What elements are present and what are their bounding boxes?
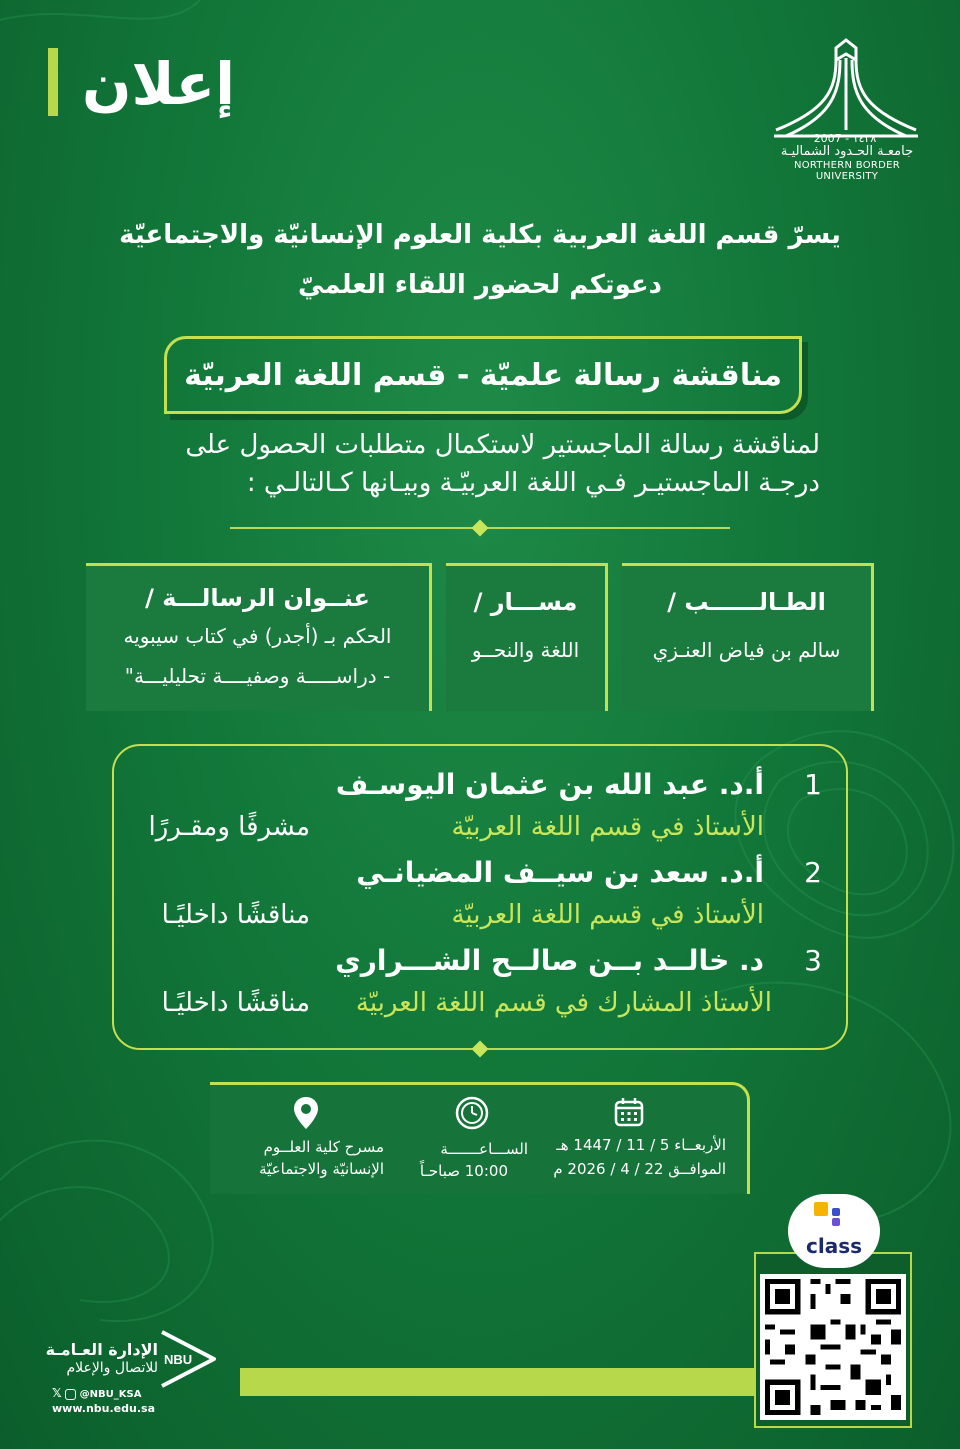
date-hijri: الأربعــاء 5 / 11 / 1447 هـ <box>556 1136 726 1154</box>
instagram-icon[interactable] <box>65 1389 76 1400</box>
admin-name-line-1: الإدارة العـامـة <box>45 1340 158 1359</box>
logo-year: 2007 - ١٤٢٨ <box>813 132 877 145</box>
thesis-heading: عنــوان الرسالـــة / <box>145 584 370 612</box>
member-3-name: د. خالــد بــن صالــح الشـــراري <box>335 944 764 977</box>
time-label: الســـاعـــــــة <box>440 1140 528 1158</box>
x-icon[interactable]: 𝕏 <box>52 1386 62 1400</box>
thesis-title-line-1: الحكم بـ (أجدر) في كتاب سيبويه <box>123 624 392 648</box>
intro-line-2: دعوتكم لحضور اللقاء العلميّ <box>298 270 662 300</box>
qr-code[interactable] <box>760 1274 906 1420</box>
member-1-title: الأستاذ في قسم اللغة العربيّة <box>451 812 764 842</box>
location-pin-icon <box>292 1095 320 1131</box>
member-1-number: 1 <box>804 768 822 801</box>
clock-icon <box>454 1095 490 1131</box>
thesis-title-line-2: - دراســـــة وصفيــــة تحليليـــة" <box>124 664 391 688</box>
divider-diamond <box>472 520 489 537</box>
nbu-mark-text: NBU <box>164 1352 193 1367</box>
footer-accent-strip <box>240 1368 754 1396</box>
member-1-name: أ.د. عبد الله بن عثمان اليوسـف <box>335 768 764 801</box>
date-gregorian: الموافــق 22 / 4 / 2026 م <box>553 1160 726 1178</box>
nbu-logo-mark <box>156 1326 222 1392</box>
place-line-1: مسرح كلية العلــوم <box>263 1138 384 1156</box>
place-line-2: الإنسانيّة والاجتماعيّة <box>259 1160 384 1178</box>
intro-line-1: يسرّ قسم اللغة العربية بكلية العلوم الإنسانيّة والاجتماعيّة <box>119 220 841 250</box>
title-accent-bar <box>48 48 58 116</box>
calendar-icon <box>612 1095 646 1129</box>
event-details <box>210 1082 750 1194</box>
member-2-title: الأستاذ في قسم اللغة العربيّة <box>451 900 764 930</box>
member-1-role: مشرفًا ومقـررًا <box>148 812 310 842</box>
member-3-title: الأستاذ المشارك في قسم اللغة العربيّة <box>355 988 772 1018</box>
social-handle-text: @NBU_KSA <box>79 1389 142 1400</box>
track-value: اللغة والنحــو <box>471 638 580 662</box>
track-heading: مســـار / <box>473 588 578 616</box>
website-url[interactable]: www.nbu.edu.sa <box>52 1402 155 1415</box>
member-3-number: 3 <box>804 944 822 977</box>
social-handle[interactable] <box>52 1386 141 1400</box>
thesis-card <box>86 563 432 711</box>
event-banner: مناقشة رسالة علميّة - قسم اللغة العربيّة <box>164 336 802 414</box>
description-line-2: درجـة الماجستيـر فـي اللغة العربيّـة وبيـانها كـالتالـي : <box>246 468 820 498</box>
student-card <box>622 563 874 711</box>
logo-name-arabic: جامعـة الحـدود الشماليـة <box>780 144 914 159</box>
description-line-1: لمناقشة رسالة الماجستير لاستكمال متطلبات الحصول على <box>185 430 820 460</box>
track-card <box>446 563 608 711</box>
member-3-role: مناقشًا داخليًـا <box>161 988 310 1018</box>
member-2-name: أ.د. سعد بن سيــف المضيانـي <box>356 856 764 889</box>
page-title: إعلان <box>82 50 236 118</box>
student-name: سالم بن فياض العنـزي <box>652 638 841 662</box>
class-label: class <box>805 1234 862 1258</box>
admin-name-line-2: للاتصال والإعلام <box>66 1360 158 1376</box>
member-2-role: مناقشًا داخليًـا <box>161 900 310 930</box>
time-value: 10:00 صباحـاً <box>419 1162 508 1180</box>
student-heading: الطـالــــــب / <box>667 588 826 616</box>
class-logo-icon <box>814 1202 854 1230</box>
logo-name-english: NORTHERN BORDER UNIVERSITY <box>793 160 901 182</box>
member-2-number: 2 <box>804 856 822 889</box>
